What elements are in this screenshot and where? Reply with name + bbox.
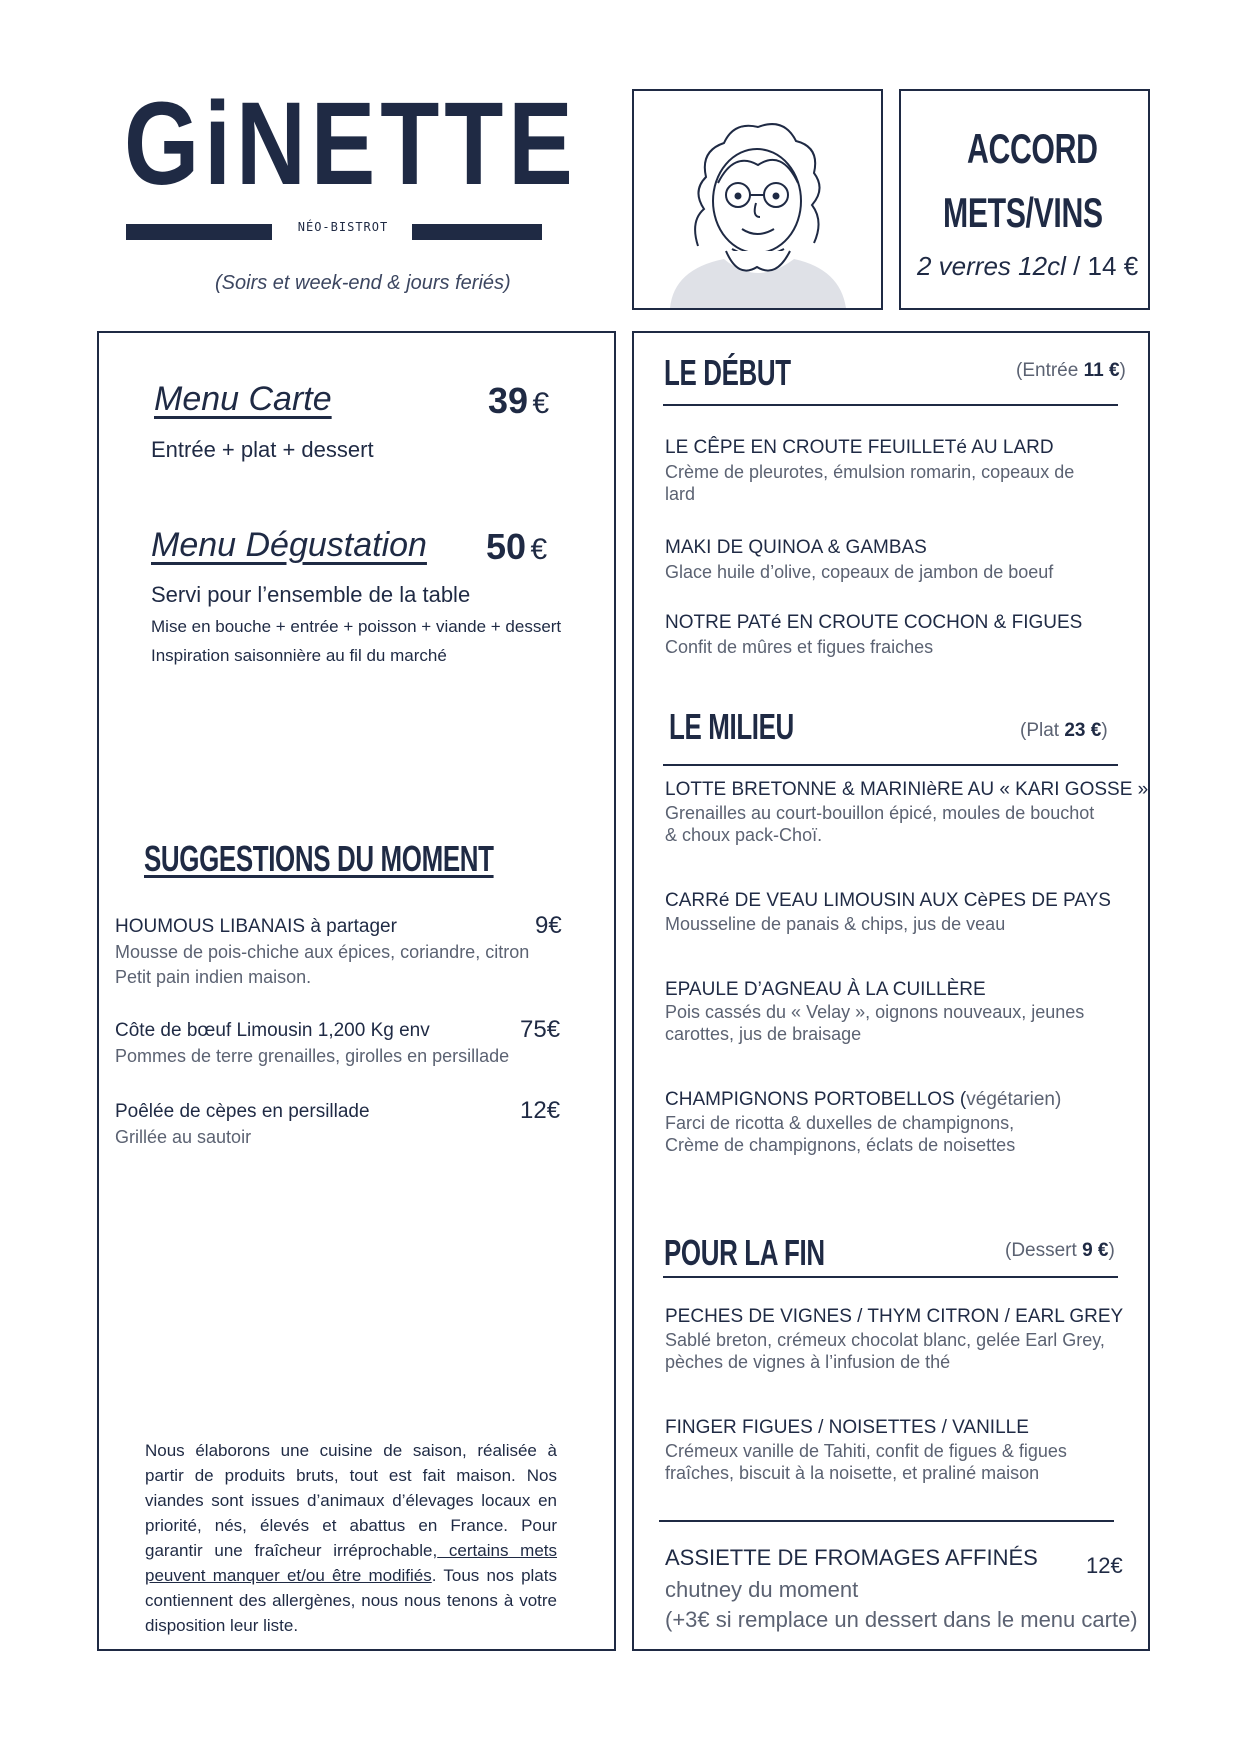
wine-pairing-box <box>899 89 1150 310</box>
menu-degustation-detail-1: Mise en bouche + entrée + poisson + viande + dessert <box>151 617 562 636</box>
milieu-item-3-desc: Pois cassés du « Velay », oignons nouveaux, jeunes carottes, jus de braisage <box>665 1002 1085 1044</box>
milieu-item-4-name-row <box>665 1089 1061 1111</box>
fin-item-1-name: PECHES DE VIGNES / THYM CITRON / EARL GREY <box>665 1306 1124 1327</box>
menu-carte-name: Menu Carte <box>154 380 332 418</box>
menu-carte-price-number: 39 <box>488 380 529 421</box>
section-milieu-note-label: (Plat <box>1020 720 1065 741</box>
section-debut-price-note <box>1016 360 1126 382</box>
debut-item-1-name: LE CÊPE EN CROUTE FEUILLETé AU LARD <box>665 437 1054 458</box>
suggestion-3-name: Poêlée de cèpes en persillade <box>115 1101 370 1122</box>
grandmother-portrait-icon <box>634 91 881 308</box>
section-milieu-note-price: 23 € <box>1064 720 1102 741</box>
menu-degustation-desc: Servi pour l’ensemble de la table <box>151 582 471 607</box>
debut-item-2-name: MAKI DE QUINOA & GAMBAS <box>665 537 927 558</box>
suggestion-2-desc-1: Pommes de terre grenailles, girolles en persillade <box>115 1046 510 1066</box>
milieu-item-1-desc: Grenailles au court-bouillon épicé, moules de bouchot & choux pack-Choï. <box>665 803 1095 845</box>
cheese-rule <box>659 1520 1114 1522</box>
menu-degustation-currency: € <box>530 533 548 566</box>
suggestion-2-name: Côte de bœuf Limousin 1,200 Kg env <box>115 1020 430 1041</box>
wine-pairing-detail: 2 verres 12cl <box>917 251 1066 281</box>
logo-wordmark: GiNETTE <box>124 78 578 210</box>
sourcing-note <box>145 1438 557 1638</box>
debut-item-2-desc: Glace huile d’olive, copeaux de jambon de boeuf <box>665 562 1054 582</box>
cheese-desc-1: chutney du moment <box>665 1577 859 1602</box>
portrait-box <box>632 89 883 310</box>
menu-carte-desc: Entrée + plat + dessert <box>151 437 374 462</box>
section-debut-note-price: 11 € <box>1083 360 1120 381</box>
wine-pairing-separator: / <box>1073 251 1081 281</box>
milieu-item-1-name: LOTTE BRETONNE & MARINIèRE AU « KARI GOSSE » <box>665 779 1149 800</box>
logo-tagline: NÉO-BISTROT <box>297 220 389 234</box>
fin-item-2-name: FINGER FIGUES / NOISETTES / VANILLE <box>665 1417 1029 1438</box>
section-milieu-price-note <box>1020 720 1108 742</box>
suggestion-3-price: 12€ <box>520 1097 561 1124</box>
milieu-item-3-name: EPAULE D’AGNEAU À LA CUILLÈRE <box>665 979 986 1000</box>
section-debut-note-close: ) <box>1119 360 1126 381</box>
suggestions-title: SUGGESTIONS DU MOMENT <box>144 838 494 879</box>
sourcing-note-text-2: . Tous nos plats contiennent des allergènes, nous nous tenons à votre disposition leur liste. <box>145 1566 557 1635</box>
suggestion-1-price: 9€ <box>535 912 562 939</box>
milieu-item-4-name-suffix: végétarien) <box>966 1089 1062 1110</box>
menu-degustation-name: Menu Dégustation <box>151 526 427 564</box>
suggestion-2-price: 75€ <box>520 1016 561 1043</box>
section-debut-note-label: (Entrée <box>1016 360 1084 381</box>
suggestion-3-desc-1: Grillée au sautoir <box>115 1127 252 1147</box>
section-fin-title: POUR LA FIN <box>664 1232 825 1273</box>
section-fin-note-price: 9 € <box>1082 1240 1109 1261</box>
menu-degustation-detail-2: Inspiration saisonnière au fil du marché <box>151 646 447 665</box>
section-milieu-title: LE MILIEU <box>669 706 794 747</box>
wine-pairing-detail-row <box>917 251 1138 282</box>
sourcing-note-text-1: Nous élaborons une cuisine de saison, réalisée à partir de produits bruts, tout est fait maison. Nos viandes sont issues d’animaux d’élevages locaux en priorité, nés, élevés et abattus en France. Pour garantir une fraîcheur irréprochable, <box>145 1441 557 1560</box>
sourcing-note-underlined: certains mets peuvent manquer et/ou être modifiés <box>145 1541 558 1585</box>
section-debut-rule <box>663 404 1118 406</box>
milieu-item-2-desc: Mousseline de panais & chips, jus de veau <box>665 914 1006 934</box>
menu-degustation-price-number: 50 <box>486 526 527 567</box>
fin-item-1-desc: Sablé breton, crémeux chocolat blanc, gelée Earl Grey, pèches de vignes à l’infusion de thé <box>665 1330 1105 1372</box>
section-milieu-note-close: ) <box>1101 720 1108 741</box>
logo <box>124 78 578 246</box>
suggestion-1-desc-1: Mousse de pois-chiche aux épices, coriandre, citron <box>115 942 530 962</box>
cheese-price: 12€ <box>1086 1553 1123 1578</box>
cheese-desc-2: (+3€ si remplace un dessert dans le menu carte) <box>665 1607 1138 1632</box>
milieu-item-4-name: CHAMPIGNONS PORTOBELLOS ( <box>665 1089 967 1110</box>
section-milieu-rule <box>663 764 1118 766</box>
debut-item-3-desc: Confit de mûres et figues fraiches <box>665 637 934 657</box>
menu-carte-price <box>488 380 549 422</box>
debut-item-3-name: NOTRE PATé EN CROUTE COCHON & FIGUES <box>665 612 1083 633</box>
logo-bar-left <box>126 224 272 240</box>
suggestion-1-desc-2: Petit pain indien maison. <box>115 967 312 987</box>
wine-pairing-title-line1: ACCORD <box>967 125 1098 172</box>
menu-carte-currency: € <box>532 387 550 420</box>
opening-hours: (Soirs et week-end & jours feriés) <box>215 272 511 294</box>
section-fin-price-note <box>1005 1240 1115 1262</box>
wine-pairing-price: 14 € <box>1087 251 1139 281</box>
milieu-item-2-name: CARRé DE VEAU LIMOUSIN AUX CèPES DE PAYS <box>665 890 1111 911</box>
section-fin-note-label: (Dessert <box>1005 1240 1083 1261</box>
suggestion-1-name: HOUMOUS LIBANAIS à partager <box>115 916 397 937</box>
logo-bar-right <box>412 224 542 240</box>
wine-pairing-title-line2: METS/VINS <box>943 189 1103 236</box>
fin-item-2-desc: Crémeux vanille de Tahiti, confit de figues & figues fraîches, biscuit à la noisette, et praliné maison <box>665 1441 1067 1483</box>
cheese-name: ASSIETTE DE FROMAGES AFFINÉS <box>665 1545 1038 1570</box>
menu-degustation-price <box>486 526 547 568</box>
milieu-item-4-desc: Farci de ricotta & duxelles de champignons, Crème de champignons, éclats de noisettes <box>665 1113 1016 1155</box>
section-debut-title: LE DÉBUT <box>664 352 791 393</box>
debut-item-1-desc: Crème de pleurotes, émulsion romarin, copeaux de lard <box>665 462 1075 504</box>
section-fin-rule <box>663 1276 1118 1278</box>
section-fin-note-close: ) <box>1108 1240 1115 1261</box>
